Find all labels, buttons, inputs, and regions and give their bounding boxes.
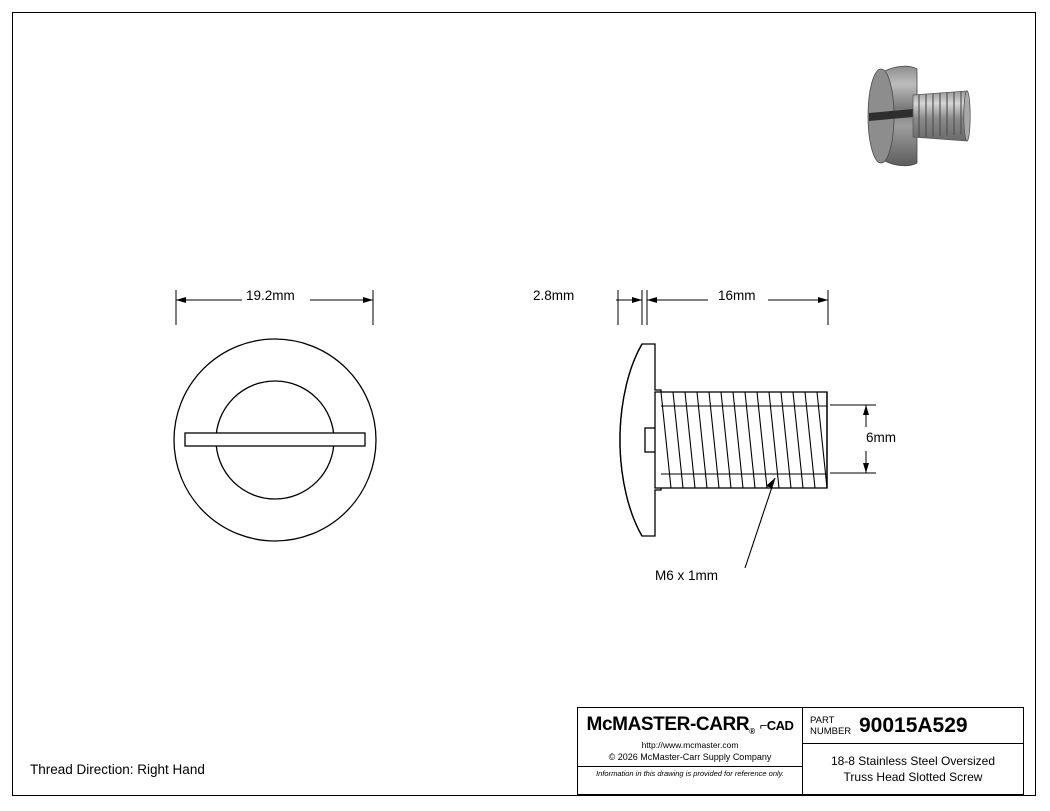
title-block-company bbox=[578, 708, 803, 794]
screw-3d-render bbox=[855, 55, 990, 180]
registered-mark-icon: ® bbox=[749, 727, 755, 736]
copyright-notice: © 2026 McMaster-Carr Supply Company bbox=[608, 752, 772, 762]
thread-callout-leader bbox=[735, 468, 845, 578]
part-description bbox=[803, 744, 1023, 794]
part-number-value: 90015A529 bbox=[859, 713, 968, 737]
part-number-label bbox=[803, 715, 857, 737]
thread-callout-label: M6 x 1mm bbox=[655, 568, 719, 583]
dimension-thread-diameter-label: 6mm bbox=[866, 430, 896, 445]
part-label-line1: PART bbox=[810, 714, 835, 726]
description-line2: Truss Head Slotted Screw bbox=[843, 770, 983, 784]
mcmaster-carr-logo: McMASTER-CARR® bbox=[586, 714, 755, 736]
title-block-part-info bbox=[803, 708, 1023, 794]
head-top-view bbox=[165, 330, 385, 550]
dimension-length-label: 16mm bbox=[718, 288, 756, 303]
title-block-logo-row bbox=[578, 708, 802, 736]
description-line1: 18-8 Stainless Steel Oversized bbox=[830, 754, 996, 768]
title-block bbox=[577, 707, 1024, 795]
thread-direction-note: Thread Direction: Right Hand bbox=[30, 762, 205, 777]
part-number-row bbox=[803, 708, 1023, 744]
cad-badge: ⌐CAD bbox=[759, 717, 794, 733]
company-url: http://www.mcmaster.com bbox=[641, 740, 739, 750]
dimension-head-diameter-label: 19.2mm bbox=[246, 288, 295, 303]
disclaimer-text: Information in this drawing is provided for reference only. bbox=[578, 766, 802, 779]
part-label-line2: NUMBER bbox=[810, 725, 852, 737]
dimension-head-height-label: 2.8mm bbox=[533, 288, 575, 303]
